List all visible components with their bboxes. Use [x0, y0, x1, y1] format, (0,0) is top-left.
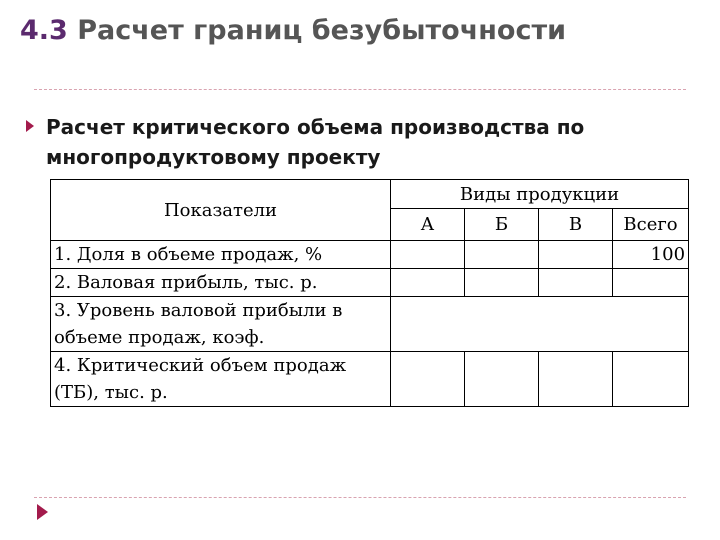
table-cell — [465, 269, 539, 297]
table-cell — [391, 241, 465, 269]
table-row — [51, 241, 689, 269]
next-slide-arrow-icon[interactable] — [37, 504, 48, 520]
row-label: 3. Уровень валовой прибыли в объеме продаж, коэф. — [51, 297, 391, 352]
row-label: 1. Доля в объеме продаж, % — [51, 241, 391, 269]
top-divider — [34, 89, 686, 90]
column-header-total: Всего — [613, 209, 689, 241]
table-cell — [613, 269, 689, 297]
bullet-text: Расчет критического объема производства по многопродуктовому проекту — [46, 115, 585, 169]
row-label: 2. Валовая прибыль, тыс. р. — [51, 269, 391, 297]
table-cell — [539, 352, 613, 407]
column-header-a: А — [391, 209, 465, 241]
table-cell — [539, 241, 613, 269]
title-text: Расчет границ безубыточности — [77, 15, 567, 46]
column-header-b: Б — [465, 209, 539, 241]
triangle-right-icon — [26, 120, 34, 132]
row-label: 4. Критический объем продаж (ТБ), тыс. р. — [51, 352, 391, 407]
column-header-v: В — [539, 209, 613, 241]
product-types-header: Виды продукции — [391, 180, 689, 209]
title-number: 4.3 — [20, 15, 68, 46]
table-row — [51, 297, 689, 352]
bullet-item — [26, 112, 706, 172]
table-cell: 100 — [613, 241, 689, 269]
bottom-divider — [34, 497, 686, 498]
table-row — [51, 269, 689, 297]
table-cell — [465, 352, 539, 407]
indicator-header: Показатели — [51, 180, 391, 241]
table-cell — [391, 297, 689, 352]
table-cell — [613, 352, 689, 407]
table-cell — [465, 241, 539, 269]
table-row — [51, 352, 689, 407]
table-cell — [539, 269, 613, 297]
slide-title — [20, 12, 700, 50]
indicators-table — [50, 179, 689, 407]
table-cell — [391, 269, 465, 297]
table-cell — [391, 352, 465, 407]
